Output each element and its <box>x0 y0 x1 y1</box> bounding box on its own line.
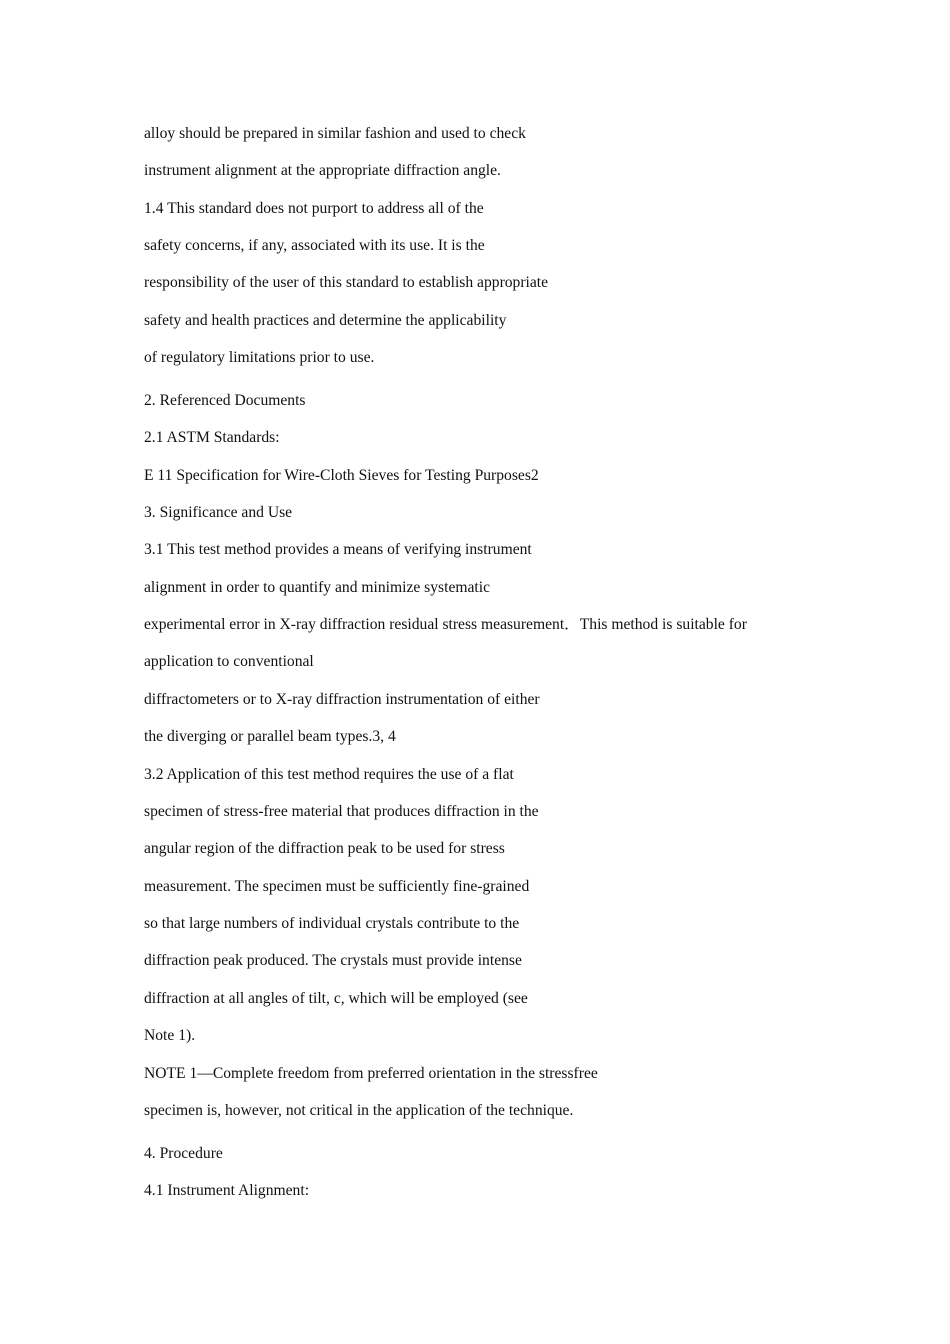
text-line: E 11 Specification for Wire-Cloth Sieves for Testing Purposes2 <box>144 467 539 484</box>
section-heading: 4. Procedure <box>144 1145 223 1162</box>
text-line: so that large numbers of individual crystals contribute to the <box>144 915 520 932</box>
note-line: NOTE 1—Complete freedom from preferred orientation in the stressfree <box>144 1065 598 1082</box>
text-line: safety and health practices and determine the applicability <box>144 312 507 329</box>
subsection-heading: 2.1 ASTM Standards: <box>144 429 280 446</box>
text-line: experimental error in X-ray diffraction residual stress measurement．This method is suitable for <box>144 616 747 633</box>
section-heading: 3. Significance and Use <box>144 504 293 521</box>
text-line: application to conventional <box>144 653 314 670</box>
text-line: of regulatory limitations prior to use. <box>144 349 375 366</box>
note-line: specimen is, however, not critical in the application of the technique. <box>144 1102 574 1119</box>
section-heading: 2. Referenced Documents <box>144 392 306 409</box>
text-line: alignment in order to quantify and minimize systematic <box>144 579 491 596</box>
text-line: Note 1). <box>144 1027 196 1044</box>
text-line: safety concerns, if any, associated with its use. It is the <box>144 237 485 254</box>
text-line: measurement. The specimen must be sufficiently fine-grained <box>144 878 530 895</box>
text-line: diffractometers or to X-ray diffraction instrumentation of either <box>144 691 540 708</box>
text-line: diffraction peak produced. The crystals must provide intense <box>144 952 522 969</box>
text-line: angular region of the diffraction peak to be used for stress <box>144 840 505 857</box>
text-line: responsibility of the user of this standard to establish appropriate <box>144 274 549 291</box>
text-line: 3.2 Application of this test method requires the use of a flat <box>144 766 514 783</box>
text-line: the diverging or parallel beam types.3, 4 <box>144 728 396 745</box>
text-line: 1.4 This standard does not purport to address all of the <box>144 200 484 217</box>
text-line: 3.1 This test method provides a means of verifying instrument <box>144 541 532 558</box>
text-line: diffraction at all angles of tilt, c, which will be employed (see <box>144 990 528 1007</box>
text-line: alloy should be prepared in similar fashion and used to check <box>144 125 526 142</box>
text-line: specimen of stress-free material that produces diffraction in the <box>144 803 539 820</box>
subsection-heading: 4.1 Instrument Alignment: <box>144 1182 310 1199</box>
text-line: instrument alignment at the appropriate diffraction angle. <box>144 162 501 179</box>
